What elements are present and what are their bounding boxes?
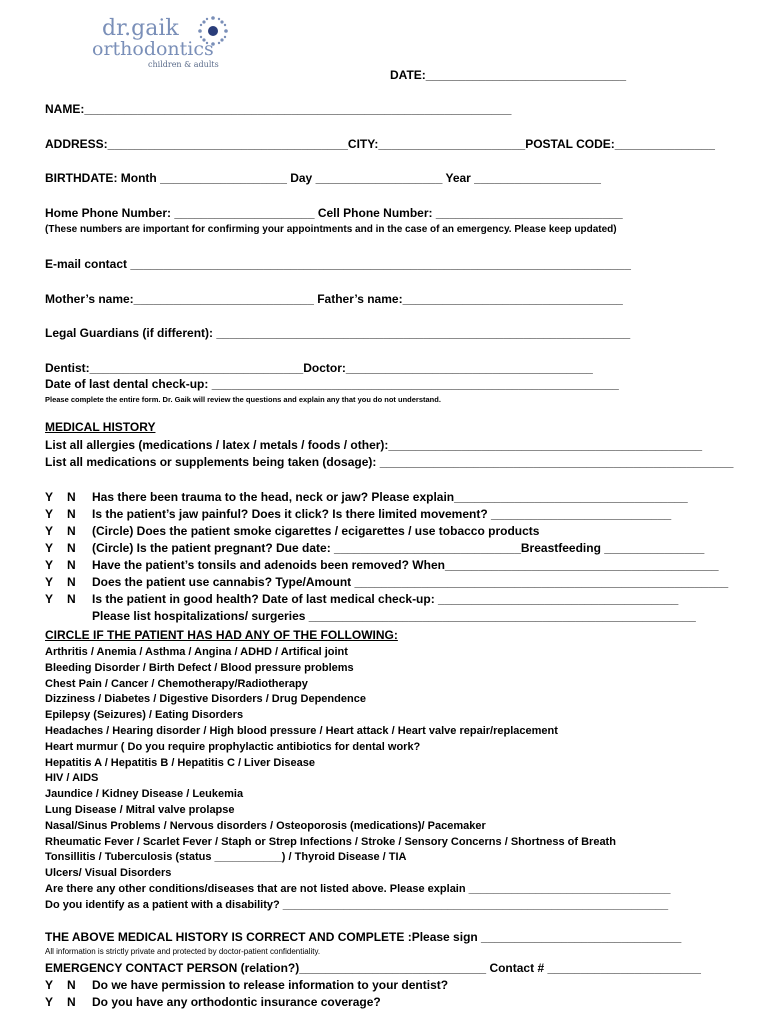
allergies-field[interactable]: List all allergies (medications / latex / metals / foods / other):_______________________________________________: [45, 438, 703, 452]
yes-option[interactable]: Y: [45, 524, 54, 538]
no-option[interactable]: N: [67, 592, 76, 606]
release-question[interactable]: Do we have permission to release information to your dentist?: [92, 978, 449, 992]
condition-line[interactable]: HIV / AIDS: [45, 772, 99, 785]
condition-line[interactable]: Headaches / Hearing disorder / High blood pressure / Heart attack / Heart valve repair/replacement: [45, 725, 558, 737]
email-field[interactable]: E-mail contact ___________________________________________________________________________: [45, 257, 631, 271]
question-text[interactable]: Is the patient’s jaw painful? Does it click? Is there limited movement? ___________________________: [92, 507, 672, 521]
condition-line[interactable]: Rheumatic Fever / Scarlet Fever / Staph or Strep Infections / Stroke / Sensory Concerns / Shortness of Breath: [45, 835, 616, 848]
insurance-question[interactable]: Do you have any orthodontic insurance coverage?: [92, 995, 381, 1009]
condition-line[interactable]: Nasal/Sinus Problems / Nervous disorders / Osteoporosis (medications)/ Pacemaker: [45, 819, 486, 832]
yes-option[interactable]: Y: [45, 558, 54, 572]
no-option[interactable]: N: [67, 995, 76, 1009]
yes-option[interactable]: Y: [45, 978, 54, 992]
guardians-field[interactable]: Legal Guardians (if different): ______________________________________________________________: [45, 326, 631, 340]
yes-no-questions: [45, 490, 729, 615]
privacy-note: All information is strictly private and protected by doctor-patient confidentiality.: [45, 947, 321, 956]
dentist-line[interactable]: Dentist:________________________________Doctor:_____________________________________: [45, 361, 593, 375]
instruction-text: Please complete the entire form. Dr. Gaik will review the questions and explain any that you do not understand.: [45, 395, 441, 404]
name-field[interactable]: NAME:________________________________________________________________: [45, 102, 512, 116]
birthdate-line[interactable]: BIRTHDATE: Month ___________________ Day ___________________ Year ___________________: [45, 171, 601, 185]
no-option[interactable]: N: [67, 490, 76, 504]
signature-field[interactable]: THE ABOVE MEDICAL HISTORY IS CORRECT AND COMPLETE :Please sign ______________________________: [45, 930, 682, 944]
condition-line[interactable]: Lung Disease / Mitral valve prolapse: [45, 804, 235, 816]
logo: [92, 12, 242, 72]
conditions-heading: CIRCLE IF THE PATIENT HAS HAD ANY OF THE FOLLOWING:: [45, 628, 398, 642]
no-option[interactable]: N: [67, 558, 76, 572]
hospitalizations-field[interactable]: Please list hospitalizations/ surgeries __________________________________________________________: [92, 609, 696, 623]
yes-option[interactable]: Y: [45, 490, 54, 504]
medications-field[interactable]: List all medications or supplements being taken (dosage): _____________________________________________________: [45, 455, 734, 469]
condition-line[interactable]: Epilepsy (Seizures) / Eating Disorders: [45, 709, 244, 722]
parents-line[interactable]: Mother’s name:___________________________ Father’s name:_________________________________: [45, 292, 623, 306]
question-text[interactable]: (Circle) Is the patient pregnant? Due date: ____________________________Breastfeeding _______________: [92, 541, 705, 555]
condition-line[interactable]: Chest Pain / Cancer / Chemotherapy/Radiotherapy: [45, 677, 308, 690]
no-option[interactable]: N: [67, 507, 76, 521]
logo-practice: orthodontics: [92, 38, 214, 60]
question-text[interactable]: Is the patient in good health? Date of last medical check-up: ____________________________________: [92, 592, 679, 606]
no-option[interactable]: N: [67, 575, 76, 589]
date-field[interactable]: DATE:______________________________: [390, 68, 626, 82]
logo-name: dr.gaik: [102, 16, 179, 41]
question-text[interactable]: (Circle) Does the patient smoke cigarettes / ecigarettes / use tobacco products: [92, 524, 540, 538]
no-option[interactable]: N: [67, 541, 76, 555]
last-checkup-field[interactable]: Date of last dental check-up: _____________________________________________________________: [45, 377, 619, 391]
phone-note: (These numbers are important for confirming your appointments and in the case of an emergency. Please keep updated): [45, 224, 617, 235]
emergency-contact-field[interactable]: EMERGENCY CONTACT PERSON (relation?)____________________________ Contact # _______________________: [45, 961, 701, 975]
no-option[interactable]: N: [67, 524, 76, 538]
conditions-list: [45, 646, 735, 916]
question-text[interactable]: Has there been trauma to the head, neck or jaw? Please explain___________________________________: [92, 490, 688, 504]
condition-line[interactable]: Ulcers/ Visual Disorders: [45, 867, 172, 880]
condition-line[interactable]: Jaundice / Kidney Disease / Leukemia: [45, 788, 244, 801]
address-line[interactable]: ADDRESS:____________________________________CITY:______________________POSTAL CODE:_______________: [45, 137, 715, 151]
medical-history-heading: MEDICAL HISTORY: [45, 420, 156, 434]
condition-line[interactable]: Dizziness / Diabetes / Digestive Disorders / Drug Dependence: [45, 693, 366, 706]
yes-option[interactable]: Y: [45, 507, 54, 521]
no-option[interactable]: N: [67, 978, 76, 992]
question-text[interactable]: Have the patient’s tonsils and adenoids been removed? When_________________________________________: [92, 558, 719, 572]
condition-line[interactable]: Hepatitis A / Hepatitis B / Hepatitis C / Liver Disease: [45, 756, 315, 769]
condition-line[interactable]: Tonsillitis / Tuberculosis (status ___________) / Thyroid Disease / TIA: [45, 851, 407, 864]
yes-option[interactable]: Y: [45, 541, 54, 555]
yes-option[interactable]: Y: [45, 575, 54, 589]
logo-tagline: children & adults: [148, 60, 219, 69]
condition-line[interactable]: Bleeding Disorder / Birth Defect / Blood pressure problems: [45, 661, 354, 674]
condition-line[interactable]: Arthritis / Anemia / Asthma / Angina / ADHD / Artifical joint: [45, 646, 348, 658]
question-text[interactable]: Does the patient use cannabis? Type/Amount ________________________________________________________: [92, 575, 729, 589]
yes-option[interactable]: Y: [45, 995, 54, 1009]
condition-line[interactable]: Are there any other conditions/diseases that are not listed above. Please explain _________________________________: [45, 883, 671, 895]
yes-option[interactable]: Y: [45, 592, 54, 606]
phone-line[interactable]: Home Phone Number: _____________________ Cell Phone Number: ____________________________: [45, 206, 623, 220]
condition-line[interactable]: Do you identify as a patient with a disability? _______________________________________________________________: [45, 898, 669, 911]
condition-line[interactable]: Heart murmur ( Do you require prophylactic antibiotics for dental work?: [45, 740, 421, 753]
